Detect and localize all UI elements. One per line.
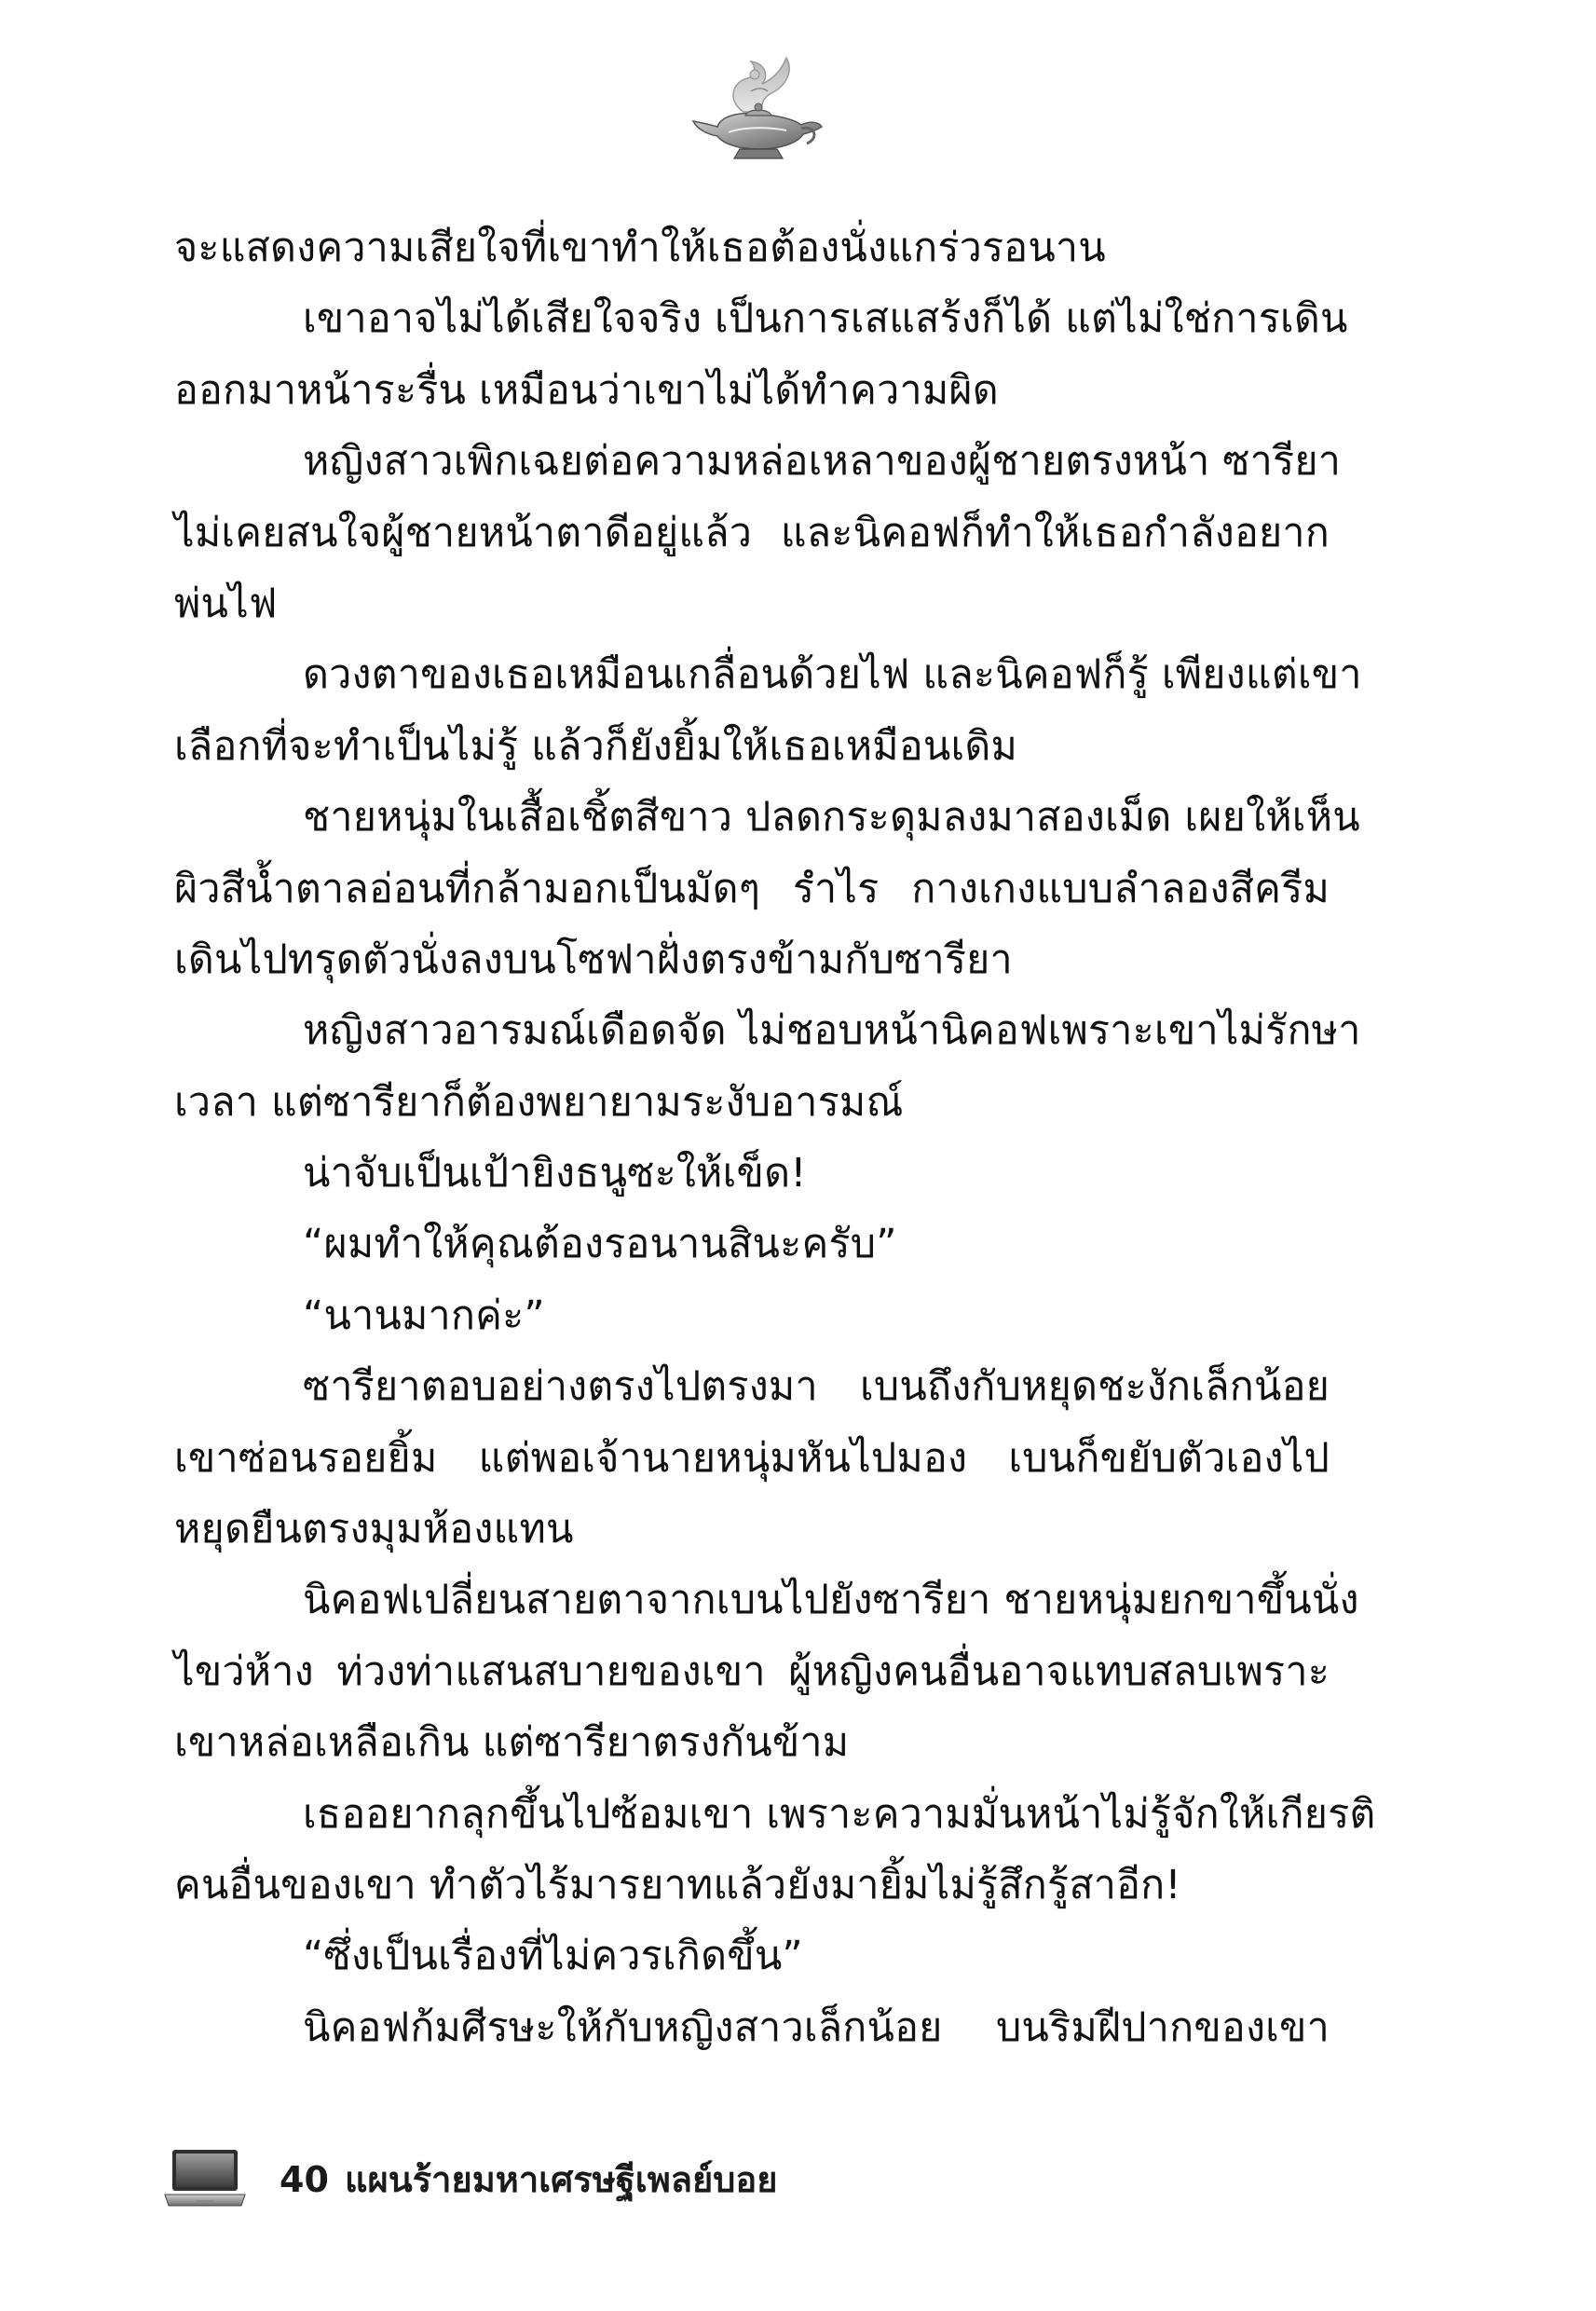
text-line: นิคอฟก้มศีรษะให้กับหญิงสาวเล็กน้อย บนริมฝีปากของเขา <box>303 2003 1330 2051</box>
text-line: ชายหนุ่มในเสื้อเชิ้ตสีขาว ปลดกระดุมลงมาสองเม็ด เผยให้เห็น <box>303 794 1360 841</box>
text-line: เธออยากลุกขึ้นไปซ้อมเขา เพราะความมั่นหน้าไม่รู้จักให้เกียรติ <box>303 1790 1376 1838</box>
text-line: เขาซ่อนรอยยิ้ม แต่พอเจ้านายหนุ่มหันไปมอง เบนก็ขยับตัวเองไป <box>174 1434 1330 1482</box>
book-title: แผนร้ายมหาเศรษฐีเพลย์บอย <box>345 2159 778 2200</box>
text-line: นิคอฟเปลี่ยนสายตาจากเบนไปยังซารียา ชายหนุ่มยกขาขึ้นนั่ง <box>303 1577 1359 1624</box>
text-line: “ผมทำให้คุณต้องรอนานสินะครับ” <box>303 1221 897 1268</box>
genie-lamp-icon <box>689 54 829 164</box>
text-line: “นานมากค่ะ” <box>303 1292 545 1339</box>
text-line: หญิงสาวเพิกเฉยต่อความหล่อเหลาของผู้ชายตรงหน้า ซารียา <box>303 438 1342 485</box>
text-line: คนอื่นของเขา ทำตัวไร้มารยาทแล้วยังมายิ้มไม่รู้สึกรู้สาอีก! <box>174 1861 1181 1908</box>
text-line: ไขว่ห้าง ท่วงท่าแสนสบายของเขา ผู้หญิงคนอื่นอาจแทบสลบเพราะ <box>174 1648 1330 1695</box>
text-line: เลือกที่จะทำเป็นไม่รู้ แล้วก็ยังยิ้มให้เธอเหมือนเดิม <box>174 722 1018 770</box>
text-line: น่าจับเป็นเป้ายิงธนูซะให้เข็ด! <box>303 1150 807 1197</box>
laptop-icon <box>163 2148 247 2209</box>
text-line: ผิวสีน้ำตาลอ่อนที่กล้ามอกเป็นมัดๆ รำไร กางเกงแบบลำลองสีครีม <box>174 865 1330 912</box>
text-line: เดินไปทรุดตัวนั่งลงบนโซฟาฝั่งตรงข้ามกับซารียา <box>174 936 1013 983</box>
text-line: หญิงสาวอารมณ์เดือดจัด ไม่ชอบหน้านิคอฟเพราะเขาไม่รักษา <box>303 1007 1361 1055</box>
text-line: เขาหล่อเหลือเกิน แต่ซารียาตรงกันข้าม <box>174 1719 850 1767</box>
text-line: “ซึ่งเป็นเรื่องที่ไม่ควรเกิดขึ้น” <box>303 1933 803 1980</box>
text-line: พ่นไฟ <box>174 580 278 627</box>
text-line: จะแสดงความเสียใจที่เขาทำให้เธอต้องนั่งแกร่วรอนาน <box>174 225 1106 271</box>
page-number: 40 <box>280 2159 329 2200</box>
text-line: ซารียาตอบอย่างตรงไปตรงมา เบนถึงกับหยุดชะงักเล็กน้อย <box>303 1363 1330 1411</box>
text-line: ไม่เคยสนใจผู้ชายหน้าตาดีอยู่แล้ว และนิคอฟก็ทำให้เธอกำลังอยาก <box>174 509 1330 556</box>
page-footer <box>163 2148 1002 2213</box>
text-line: เขาอาจไม่ได้เสียใจจริง เป็นการเสแสร้งก็ได้ แต่ไม่ใช่การเดิน <box>303 295 1348 343</box>
text-line: หยุดยืนตรงมุมห้องแทน <box>174 1506 574 1553</box>
text-line: ออกมาหน้าระรื่น เหมือนว่าเขาไม่ได้ทำความผิด <box>174 366 999 414</box>
text-line: ดวงตาของเธอเหมือนเกลื่อนด้วยไฟ และนิคอฟก็รู้ เพียงแต่เขา <box>303 651 1362 699</box>
text-line: เวลา แต่ซารียาก็ต้องพยายามระงับอารมณ์ <box>174 1078 904 1126</box>
page-body-text <box>174 212 1376 2063</box>
